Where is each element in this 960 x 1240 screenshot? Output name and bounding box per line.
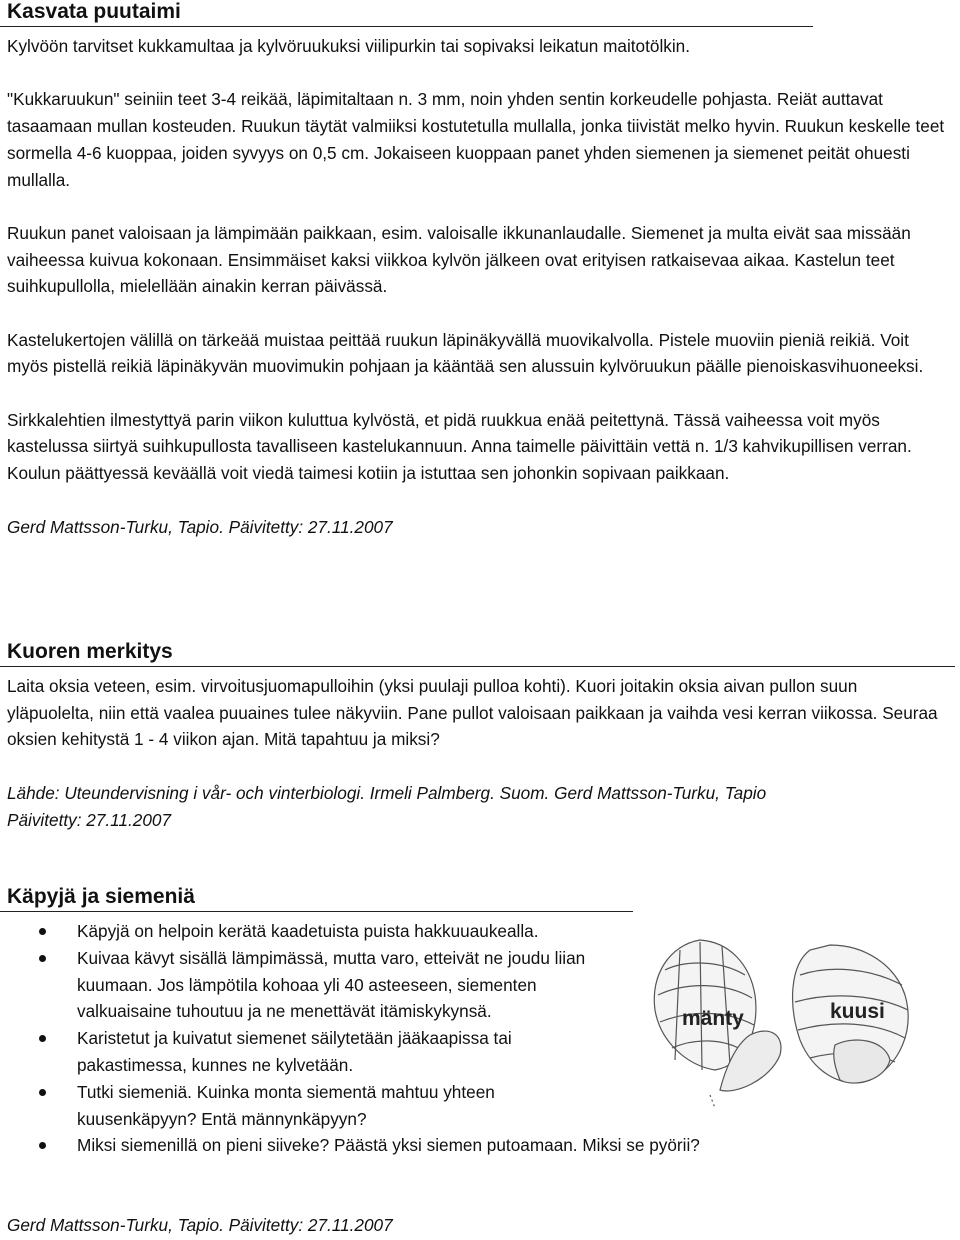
section-title: Käpyjä ja siemeniä [0, 885, 633, 912]
bullet-icon [39, 928, 46, 935]
spruce-label: kuusi [830, 1000, 885, 1023]
author-credit: Gerd Mattsson-Turku, Tapio. Päivitetty: 27.11.2007 [7, 516, 393, 537]
section-kuoren-merkitys [0, 640, 955, 833]
bullet-icon [39, 1142, 46, 1149]
paragraph: Ruukun panet valoisaan ja lämpimään paikkaan, esim. valoisalle ikkunanlaudalle. Siemenet ja multa eivät saa missään vaiheessa kuivua kokonaan. Ensimmäiset kaksi viikkoa kylvön jälkeen ovat erityisen ratkaisevaa aikaa. Kastelun teet suihkupullolla, mielellään ainakin kerran päivässä. [7, 222, 911, 297]
paragraph: Kastelukertojen välillä on tärkeää muistaa peittää ruukun läpinäkyvällä muovikalvolla. Pistele muoviin pieniä reikiä. Voit myös pistellä reikiä läpinäkyvän muovimukin pohjaan ja kääntää sen alussuin kylvöruukun päälle pienoiskasvihuoneeksi. [7, 329, 924, 377]
author-credit: Gerd Mattsson-Turku, Tapio. Päivitetty: 27.11.2007 [7, 1215, 393, 1235]
list-item: Miksi siemenillä on pieni siiveke? Päästä yksi siemen putoamaan. Miksi se pyörii? [0, 1132, 877, 1159]
section-title: Kuoren merkitys [0, 640, 955, 667]
bullet-icon [39, 1035, 46, 1042]
section-kapyja-ja-siemenia [0, 885, 633, 912]
list-item: Kuivaa kävyt sisällä lämpimässä, mutta varo, etteivät ne joudu liian kuumaan. Jos lämpötila kohoaa yli 40 asteeseen, siementen valkuaisaine tuhoutuu ja ne menettävät itämiskykynsä. [0, 945, 622, 1025]
pine-label: mänty [682, 1007, 744, 1030]
source-credit: Lähde: Uteundervisning i vår- och vinterbiologi. Irmeli Palmberg. Suom. Gerd Mattsson-Turku, Tapio [7, 782, 767, 803]
list-item: Karistetut ja kuivatut siemenet säilytetään jääkaapissa tai pakastimessa, kunnes ne kylvetään. [0, 1025, 587, 1079]
paragraph: Kylvöön tarvitset kukkamultaa ja kylvöruukuksi viilipurkin tai sopivaksi leikatun maitotölkin. [7, 36, 691, 56]
updated-date: Päivitetty: 27.11.2007 [7, 809, 172, 830]
paragraph: Laita oksia veteen, esim. virvoitusjuomapulloihin (yksi puulaji pulloa kohti). Kuori joitakin oksia aivan pullon suun yläpuolelta, niin että vaalea puuaines tulee näkyviin. Pane pullot valoisaan paikkaan ja vaihda vesi kerran viikossa. Seuraa oksien kehitystä 1 - 4 viikon ajan. Mitä tapahtuu ja miksi? [7, 676, 938, 750]
paragraph: Sirkkalehtien ilmestyttyä parin viikon kuluttua kylvöstä, et pidä ruukkua enää peitettynä. Tässä vaiheessa voit myös kastelussa siirtyä suihkupullosta tavalliseen kastelukannuun. Anna taimelle päivittäin vettä n. 1/3 kahvikupillisen verran. Koulun päättyessä keväällä voit viedä taimesi kotiin ja istuttaa sen johonkin sopivaan paikkaan. [7, 409, 912, 484]
pine-spruce-cone-illustration [640, 930, 960, 1130]
section3-credit-wrap [0, 1212, 400, 1239]
section-kasvata-puutaimi [0, 0, 945, 540]
section-title: Kasvata puutaimi [0, 0, 813, 27]
list-item: Tutki siemeniä. Kuinka monta siementä mahtuu yhteen kuusenkäpyyn? Entä männynkäpyyn? [0, 1079, 577, 1133]
bullet-icon [39, 1089, 46, 1096]
list-item: Käpyjä on helpoin kerätä kaadetuista puista hakkuuaukealla. [0, 918, 637, 945]
bullet-icon [39, 955, 46, 962]
paragraph: "Kukkaruukun" seiniin teet 3-4 reikää, läpimitaltaan n. 3 mm, noin yhden sentin korkeudelle pohjasta. Reiät auttavat tasaamaan mullan kosteuden. Ruukun täytät valmiiksi kostutetulla mullalla, jonka tiivistät melko hyvin. Ruukun keskelle teet sormella 4-6 kuoppaa, joiden syvyys on 0,5 cm. Jokaiseen kuoppaan panet yhden siemenen ja siemenet peität ohuesti mullalla. [7, 89, 945, 190]
